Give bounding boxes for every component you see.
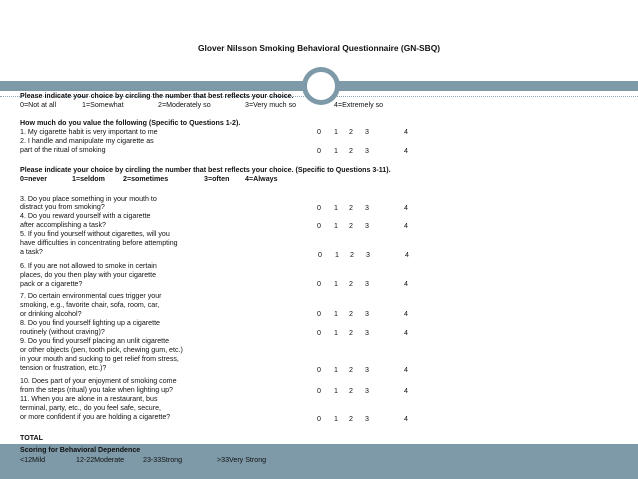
option-3[interactable]: 3	[366, 251, 370, 259]
question-text: distract you from smoking?	[20, 203, 105, 211]
option-2[interactable]: 2	[349, 310, 353, 318]
question-text: a task?	[20, 248, 43, 256]
question-text: 5. If you find yourself without cigarettes, will you	[20, 230, 170, 238]
scoring-level-mild: <12Mild	[20, 456, 46, 464]
option-0[interactable]: 0	[317, 415, 321, 423]
option-0[interactable]: 0	[318, 251, 322, 259]
option-2[interactable]: 2	[349, 147, 353, 155]
option-4[interactable]: 4	[404, 387, 408, 395]
option-2[interactable]: 2	[349, 366, 353, 374]
option-4[interactable]: 4	[404, 147, 408, 155]
scoring-level-moderate: 12-22Moderate	[76, 456, 125, 464]
option-4[interactable]: 4	[404, 204, 408, 212]
option-0[interactable]: 0	[317, 280, 321, 288]
scale-2-opt-2: 2=sometimes	[123, 175, 169, 183]
option-0[interactable]: 0	[317, 387, 321, 395]
scale-2-opt-1: 1=seldom	[72, 175, 105, 183]
option-0[interactable]: 0	[317, 310, 321, 318]
question-text: or more confident if you are holding a cigarette?	[20, 413, 171, 421]
option-0[interactable]: 0	[317, 366, 321, 374]
option-1[interactable]: 1	[334, 366, 338, 374]
scale-2-opt-4: 4=Always	[245, 175, 278, 183]
option-1[interactable]: 1	[334, 280, 338, 288]
option-4[interactable]: 4	[404, 366, 408, 374]
option-2[interactable]: 2	[349, 329, 353, 337]
option-3[interactable]: 3	[365, 415, 369, 423]
option-1[interactable]: 1	[334, 128, 338, 136]
option-4[interactable]: 4	[404, 415, 408, 423]
question-text: 1. My cigarette habit is very important to me	[20, 128, 158, 136]
option-2[interactable]: 2	[350, 251, 354, 259]
option-4[interactable]: 4	[404, 128, 408, 136]
option-3[interactable]: 3	[365, 204, 369, 212]
total-label: TOTAL	[20, 434, 43, 442]
option-3[interactable]: 3	[365, 280, 369, 288]
option-2[interactable]: 2	[349, 280, 353, 288]
option-3[interactable]: 3	[365, 147, 369, 155]
option-1[interactable]: 1	[334, 415, 338, 423]
option-0[interactable]: 0	[317, 329, 321, 337]
scale-1-opt-2: 2=Moderately so	[158, 101, 211, 109]
option-4[interactable]: 4	[404, 280, 408, 288]
option-0[interactable]: 0	[317, 222, 321, 230]
question-text: pack or a cigarette?	[20, 280, 83, 288]
option-4[interactable]: 4	[404, 222, 408, 230]
question-text: smoking, e.g., favorite chair, sofa, room, car,	[20, 301, 160, 309]
question-text: 11. When you are alone in a restaurant, bus	[20, 395, 158, 403]
question-text: in your mouth and sucking to get relief from stress,	[20, 355, 179, 363]
option-2[interactable]: 2	[349, 415, 353, 423]
option-2[interactable]: 2	[349, 204, 353, 212]
question-text: tension or frustration, etc.)?	[20, 364, 107, 372]
question-text: 7. Do certain environmental cues trigger your	[20, 292, 162, 300]
option-3[interactable]: 3	[365, 387, 369, 395]
option-1[interactable]: 1	[335, 251, 339, 259]
instruction-1: Please indicate your choice by circling the number that best reflects your choice.	[20, 92, 294, 100]
option-4[interactable]: 4	[404, 329, 408, 337]
scale-1-opt-1: 1=Somewhat	[82, 101, 124, 109]
question-text: or drinking alcohol?	[20, 310, 82, 318]
option-1[interactable]: 1	[334, 222, 338, 230]
option-0[interactable]: 0	[317, 147, 321, 155]
option-3[interactable]: 3	[365, 310, 369, 318]
question-text: part of the ritual of smoking	[20, 146, 106, 154]
question-text: after accomplishing a task?	[20, 221, 106, 229]
option-4[interactable]: 4	[404, 310, 408, 318]
question-text: places, do you then play with your cigarette	[20, 271, 157, 279]
option-0[interactable]: 0	[317, 128, 321, 136]
instruction-2: Please indicate your choice by circling the number that best reflects your choice. (Specific to Questions 3-11).	[20, 166, 391, 174]
option-1[interactable]: 1	[334, 147, 338, 155]
question-text: 6. If you are not allowed to smoke in certain	[20, 262, 157, 270]
question-text: routinely (without craving)?	[20, 328, 105, 336]
option-1[interactable]: 1	[334, 329, 338, 337]
option-1[interactable]: 1	[334, 310, 338, 318]
question-text: 2. I handle and manipulate my cigarette as	[20, 137, 154, 145]
option-2[interactable]: 2	[349, 128, 353, 136]
option-1[interactable]: 1	[334, 387, 338, 395]
question-text: 4. Do you reward yourself with a cigarette	[20, 212, 151, 220]
question-text: or other objects (pen, tooth pick, chewing gum, etc.)	[20, 346, 183, 354]
question-text: terminal, party, etc., do you feel safe, secure,	[20, 404, 162, 412]
scoring-heading: Scoring for Behavioral Dependence	[20, 446, 141, 454]
scoring-level-strong: 23-33Strong	[143, 456, 183, 464]
option-3[interactable]: 3	[365, 128, 369, 136]
question-text: from the steps (ritual) you take when lighting up?	[20, 386, 173, 394]
page-title: Glover Nilsson Smoking Behavioral Questionnaire (GN-SBQ)	[198, 43, 440, 53]
question-text: 10. Does part of your enjoyment of smoking come	[20, 377, 177, 385]
option-2[interactable]: 2	[349, 387, 353, 395]
scale-1-opt-3: 3=Very much so	[245, 101, 297, 109]
scale-2-opt-0: 0=never	[20, 175, 48, 183]
option-3[interactable]: 3	[365, 329, 369, 337]
decorative-ring-center	[306, 71, 336, 101]
question-text: have difficulties in concentrating before attempting	[20, 239, 178, 247]
question-text: 3. Do you place something in your mouth to	[20, 195, 157, 203]
option-3[interactable]: 3	[365, 222, 369, 230]
scale-1-opt-4: 4=Extremely so	[334, 101, 384, 109]
option-1[interactable]: 1	[334, 204, 338, 212]
option-3[interactable]: 3	[365, 366, 369, 374]
option-0[interactable]: 0	[317, 204, 321, 212]
scale-1-opt-0: 0=Not at all	[20, 101, 57, 109]
scale-2-opt-3: 3=often	[204, 175, 230, 183]
scoring-level-very-strong: >33Very Strong	[217, 456, 267, 464]
option-4[interactable]: 4	[405, 251, 409, 259]
question-text: 8. Do you find yourself lighting up a cigarette	[20, 319, 160, 327]
option-2[interactable]: 2	[349, 222, 353, 230]
question-text: 9. Do you find yourself placing an unlit cigarette	[20, 337, 170, 345]
section-2-heading: How much do you value the following (Specific to Questions 1-2).	[20, 119, 241, 127]
